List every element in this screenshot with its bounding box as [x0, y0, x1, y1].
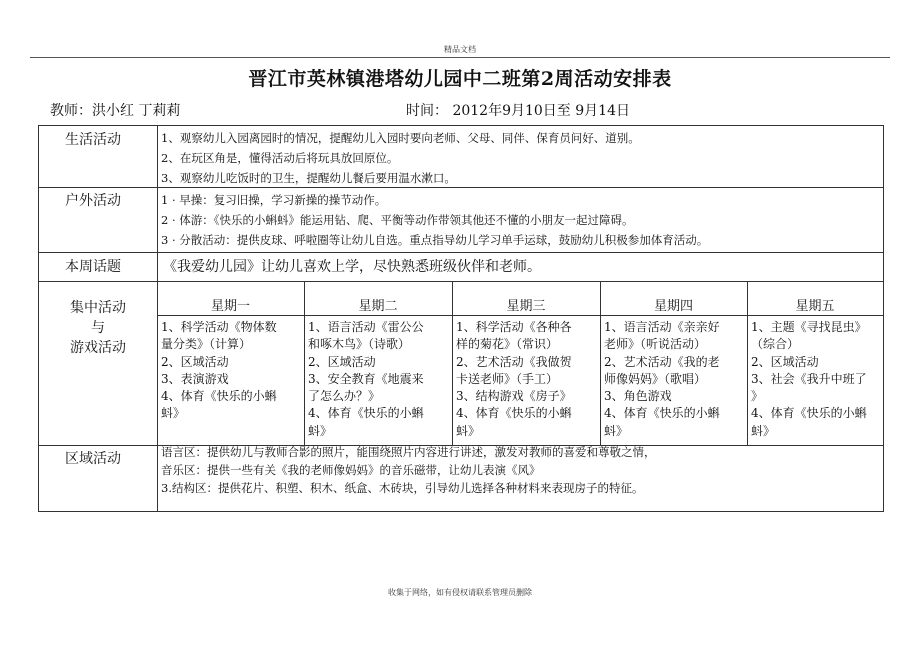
life-line: 1、观察幼儿入园离园时的情况，提醒幼儿入园时要向老师、父母、同伴、保育员问好、道别。 [161, 131, 640, 145]
monday-activities [161, 319, 303, 423]
time-line: 时间： 2012年9月10日至 9月14日 [406, 103, 630, 119]
activity-line: 卡送老师》（手工） [456, 371, 559, 386]
thursday-activities [604, 319, 746, 440]
schedule-table [38, 125, 884, 512]
day-header-thursday: 星期四 [653, 299, 693, 314]
activity-line: 样的菊花》（常识） [456, 337, 559, 352]
area-line: 语言区：提供幼儿与教师合影的照片，能围绕照片内容进行讲述，激发对教师的喜爱和尊敬之情， [161, 445, 656, 459]
teacher-line: 教师：洪小红 丁莉莉 [50, 103, 181, 119]
focus-label-line: 游戏活动 [70, 340, 126, 356]
activity-line: 3、结构游戏《房子》 [456, 389, 572, 404]
day-header-divider [157, 315, 883, 316]
footer-note: 收集于网络，如有侵权请联系管理员删除 [388, 588, 532, 597]
activity-line: 了怎么办？》 [308, 389, 381, 404]
weekly-topic-text: 《我爱幼儿园》让幼儿喜欢上学，尽快熟悉班级伙伴和老师。 [163, 259, 541, 275]
activity-line: 2、区域活动 [161, 354, 229, 369]
area-line: 3.结构区：提供花片、积塑、积木、纸盒、木砖块，引导幼儿选择各种材料来表现房子的特征。 [161, 481, 644, 495]
life-line: 3、观察幼儿吃饭时的卫生，提醒幼儿餐后要用温水漱口。 [161, 171, 456, 185]
activity-line: （综合） [751, 337, 800, 352]
outdoor-line: 1 · 早操：复习旧操，学习新操的操节动作。 [161, 193, 387, 207]
header-divider [30, 57, 890, 58]
activity-line: 1、科学活动《物体数 [161, 320, 277, 334]
activity-line: 3、社会《我升中班了 [751, 371, 867, 386]
activity-line: 老师》（听说活动） [604, 337, 707, 352]
activity-line: 2、区域活动 [751, 354, 819, 369]
label-column-divider [157, 126, 158, 511]
activity-line: 4、体育《快乐的小蝌 [308, 406, 424, 421]
activity-line: 蚪》 [456, 423, 481, 438]
row-divider [39, 281, 883, 282]
activity-line: 蚪》 [161, 406, 186, 421]
activity-line: 1、语言活动《亲亲好 [604, 320, 720, 334]
day-header-monday: 星期一 [210, 299, 250, 314]
activity-line: 量分类》（计算） [161, 337, 252, 352]
activity-line: 3、安全教育《地震来 [308, 371, 424, 386]
activity-line: 蚪》 [751, 423, 776, 438]
friday-activities [751, 319, 881, 440]
activity-line: 1、科学活动《各种各 [456, 320, 572, 334]
wednesday-activities [456, 319, 598, 440]
activity-line: 1、语言活动《雷公公 [308, 320, 424, 334]
area-activities-label: 区域活动 [65, 451, 121, 467]
header-note: 精品文档 [444, 45, 476, 54]
outdoor-line: 3 · 分散活动：提供皮球、呼啦圈等让幼儿自选。重点指导幼儿学习单手运球，鼓励幼儿积极参加体育活动。 [161, 233, 709, 247]
area-activities-content [161, 443, 656, 497]
page-title: 晋江市英林镇港塔幼儿园中二班第2周活动安排表 [248, 68, 672, 90]
activity-line: 4、体育《快乐的小蝌 [604, 406, 720, 421]
activity-line: 3、表演游戏 [161, 371, 229, 386]
outdoor-line: 2 · 体游：《快乐的小蝌蚪》能运用钻、爬、平衡等动作带领其他还不懂的小朋友一起过障碍。 [161, 213, 634, 227]
focus-activities-label [39, 298, 157, 358]
life-activities-label: 生活活动 [65, 132, 121, 148]
activity-line: 4、体育《快乐的小蝌 [751, 406, 867, 421]
row-divider [39, 252, 883, 253]
life-activities-content [161, 128, 640, 188]
activity-line: 》 [751, 389, 764, 404]
activity-line: 4、体育《快乐的小蝌 [161, 389, 277, 404]
activity-line: 蚪》 [604, 423, 629, 438]
activity-line: 1、主题《寻找昆虫》 [751, 320, 867, 334]
activity-line: 师像妈妈》（歌唱） [604, 371, 707, 386]
focus-label-line: 与 [91, 320, 105, 336]
weekly-topic-label: 本周话题 [65, 259, 121, 275]
life-line: 2、在玩区角是，懂得活动后将玩具放回原位。 [161, 151, 399, 165]
activity-line: 3、角色游戏 [604, 389, 672, 404]
tuesday-activities [308, 319, 450, 440]
activity-line: 2、艺术活动《我做贺 [456, 354, 572, 369]
focus-label-line: 集中活动 [70, 300, 126, 316]
day-header-wednesday: 星期三 [506, 299, 546, 314]
day-header-friday: 星期五 [795, 299, 835, 314]
activity-line: 和啄木鸟》（诗歌） [308, 337, 411, 352]
activity-line: 2、区域活动 [308, 354, 376, 369]
outdoor-activities-content [161, 190, 708, 250]
outdoor-activities-label: 户外活动 [65, 193, 121, 209]
activity-line: 蚪》 [308, 423, 333, 438]
day-header-tuesday: 星期二 [358, 299, 398, 314]
activity-line: 4、体育《快乐的小蝌 [456, 406, 572, 421]
activity-line: 2、艺术活动《我的老 [604, 354, 720, 369]
area-line: 音乐区：提供一些有关《我的老师像妈妈》的音乐磁带，让幼儿表演《风》 [161, 463, 541, 477]
